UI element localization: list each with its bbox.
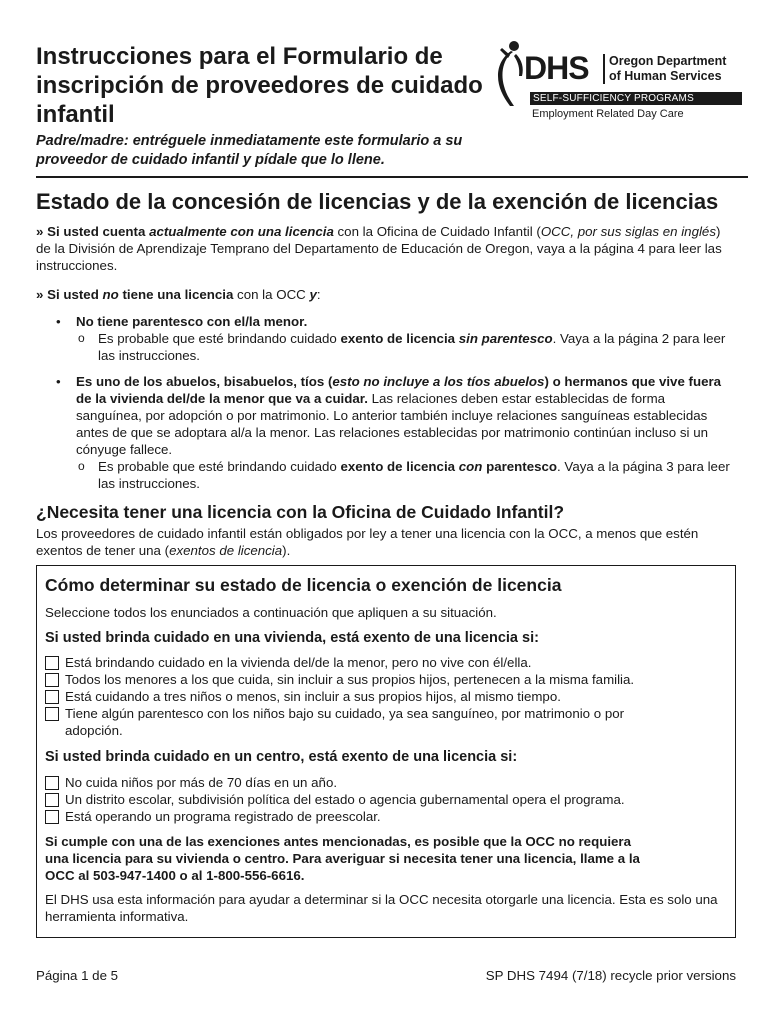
checkbox[interactable] [45, 707, 59, 721]
list-item [54, 313, 734, 364]
text-run: exentos de licencia [169, 543, 283, 558]
logo-department-line2: of Human Services [609, 69, 722, 83]
text-run: . Vaya a la página 2 para leer las instrucciones. [98, 331, 726, 363]
checkbox-row[interactable] [45, 791, 725, 808]
text-run: OCC, por sus siglas en inglés [540, 224, 716, 239]
checkbox-label: Todos los menores a los que cuida, sin incluir a sus propios hijos, pertenecen a la misma familia. [65, 672, 635, 687]
text-run: ). [282, 543, 291, 558]
contact-callout: Si cumple con una de las exenciones antes mencionadas, es posible que la OCC no requiera una licencia para su vivienda o centro. Para averiguar si necesita tener una licencia, llame a la OCC al 503-947-1400 o al 1-800-556-6616. [45, 834, 640, 883]
checkbox-label: No cuida niños por más de 70 días en un año. [65, 775, 338, 790]
checkbox-label: Tiene algún parentesco con los niños bajo su cuidado, ya sea sanguíneo, por matrimonio o por adopción. [65, 706, 625, 738]
text-run: No tiene parentesco con el/la menor. [76, 314, 308, 329]
circle-bullet-icon: o [78, 459, 85, 473]
exemption-checklist-box [36, 565, 736, 938]
checkbox[interactable] [45, 810, 59, 824]
section-heading-need-license: ¿Necesita tener una licencia con la Oficina de Cuidado Infantil? [36, 502, 565, 522]
logo-department-line1: Oregon Department [609, 54, 727, 68]
unlicensed-paragraph [36, 286, 736, 303]
person-figure-icon [496, 38, 526, 108]
text-run: exento de licencia [340, 459, 456, 474]
checkbox[interactable] [45, 690, 59, 704]
sub-list-item [76, 458, 734, 492]
checkbox-row[interactable] [45, 705, 665, 739]
text-run: : [316, 287, 321, 302]
checkbox-label: Está brindando cuidado en la vivienda del/de la menor, pero no vive con él/ella. [65, 655, 532, 670]
text-run: Es uno de los abuelos, bisabuelos, tíos ( [76, 374, 333, 389]
text-run: exento de licencia [340, 331, 456, 346]
header-rule [36, 176, 748, 178]
text-run: Si usted [47, 287, 99, 302]
text-run: tiene una licencia [122, 287, 234, 302]
bullet-icon: • [56, 374, 61, 389]
chevron-icon: » [36, 287, 44, 302]
center-exemption-list [45, 774, 725, 825]
home-exemption-heading: Si usted brinda cuidado en una vivienda, está exento de una licencia si: [45, 630, 539, 646]
home-exemption-list [45, 654, 725, 739]
text-run: Es probable que esté brindando cuidado [98, 459, 341, 474]
text-run: Si usted cuenta [47, 224, 146, 239]
text-run: sin parentesco [458, 331, 553, 346]
checkbox-row[interactable] [45, 774, 725, 791]
checkbox[interactable] [45, 776, 59, 790]
logo-program-name: Employment Related Day Care [532, 108, 684, 120]
checkbox[interactable] [45, 793, 59, 807]
checkbox-row[interactable] [45, 671, 725, 688]
text-run: ) de la División de Aprendizaje Temprano del Departamento de Educación de Oregon, vaya a la página 4 para leer las instrucciones. [36, 224, 722, 273]
text-run: con [458, 459, 483, 474]
checkbox[interactable] [45, 656, 59, 670]
text-run: Los proveedores de cuidado infantil están obligados por ley a tener una licencia con la OCC, a menos que estén exentos de tener una ( [36, 526, 699, 558]
section-heading-licensing-status: Estado de la concesión de licencias y de la exención de licencias [36, 189, 719, 214]
unlicensed-options [54, 313, 734, 492]
dhs-logo [496, 38, 746, 128]
logo-agency: DHS [524, 50, 589, 86]
document-subtitle: Padre/madre: entréguele inmediatamente este formulario a su proveedor de cuidado infantil y pídale que lo llene. [36, 133, 463, 168]
bullet-icon: • [56, 314, 61, 329]
checkbox-row[interactable] [45, 808, 725, 825]
info-note: El DHS usa esta información para ayudar a determinar si la OCC necesita otorgarle una licencia. Esta es solo una herramienta informativa. [45, 892, 718, 924]
page-number: Página 1 de 5 [36, 968, 119, 983]
checkbox-label: Está cuidando a tres niños o menos, sin incluir a sus propios hijos, al mismo tiempo. [65, 689, 561, 704]
need-license-paragraph [36, 525, 736, 559]
box-title: Cómo determinar su estado de licencia o exención de licencia [45, 575, 562, 595]
licensed-paragraph [36, 223, 736, 274]
form-identifier: SP DHS 7494 (7/18) recycle prior versions [485, 968, 736, 983]
checkbox-row[interactable] [45, 654, 725, 671]
text-run: con la Oficina de Cuidado Infantil ( [333, 224, 541, 239]
text-run: parentesco [486, 459, 558, 474]
logo-program-band: SELF-SUFFICIENCY PROGRAMS [530, 92, 742, 105]
logo-department [609, 54, 749, 84]
center-exemption-heading: Si usted brinda cuidado en un centro, está exento de una licencia si: [45, 749, 518, 765]
text-run: ) o hermanos que vive fuera de la vivienda del/de la menor que va a cuidar. [76, 374, 722, 406]
checkbox[interactable] [45, 673, 59, 687]
text-run: actualmente con una licencia [149, 224, 334, 239]
box-intro: Seleccione todos los enunciados a continuación que apliquen a su situación. [45, 605, 497, 620]
list-item [54, 373, 734, 492]
text-run: y [309, 287, 317, 302]
logo-divider [603, 54, 605, 84]
chevron-icon: » [36, 224, 44, 239]
text-run: Es probable que esté brindando cuidado [98, 331, 341, 346]
text-run: no [102, 287, 119, 302]
text-run: Las relaciones deben estar establecidas de forma sanguínea, por adopción o por matrimonio. Lo anterior también incluye relaciones sanguíneas establecidas antes de que se adoptara al/a la menor. Las relaciones establecidas por matrimonio continúan incluso si un cónyuge fallece. [76, 391, 708, 457]
text-run: con la OCC [233, 287, 310, 302]
text-run: . Vaya a la página 3 para leer las instrucciones. [98, 459, 730, 491]
checkbox-label: Está operando un programa registrado de preescolar. [65, 809, 381, 824]
document-title: Instrucciones para el Formulario de inscripción de proveedores de cuidado infantil [36, 43, 483, 128]
checkbox-label: Un distrito escolar, subdivisión política del estado o agencia gubernamental opera el programa. [65, 792, 625, 807]
circle-bullet-icon: o [78, 331, 85, 345]
text-run: esto no incluye a los tíos abuelos [332, 374, 545, 389]
sub-list-item [76, 330, 734, 364]
checkbox-row[interactable] [45, 688, 725, 705]
